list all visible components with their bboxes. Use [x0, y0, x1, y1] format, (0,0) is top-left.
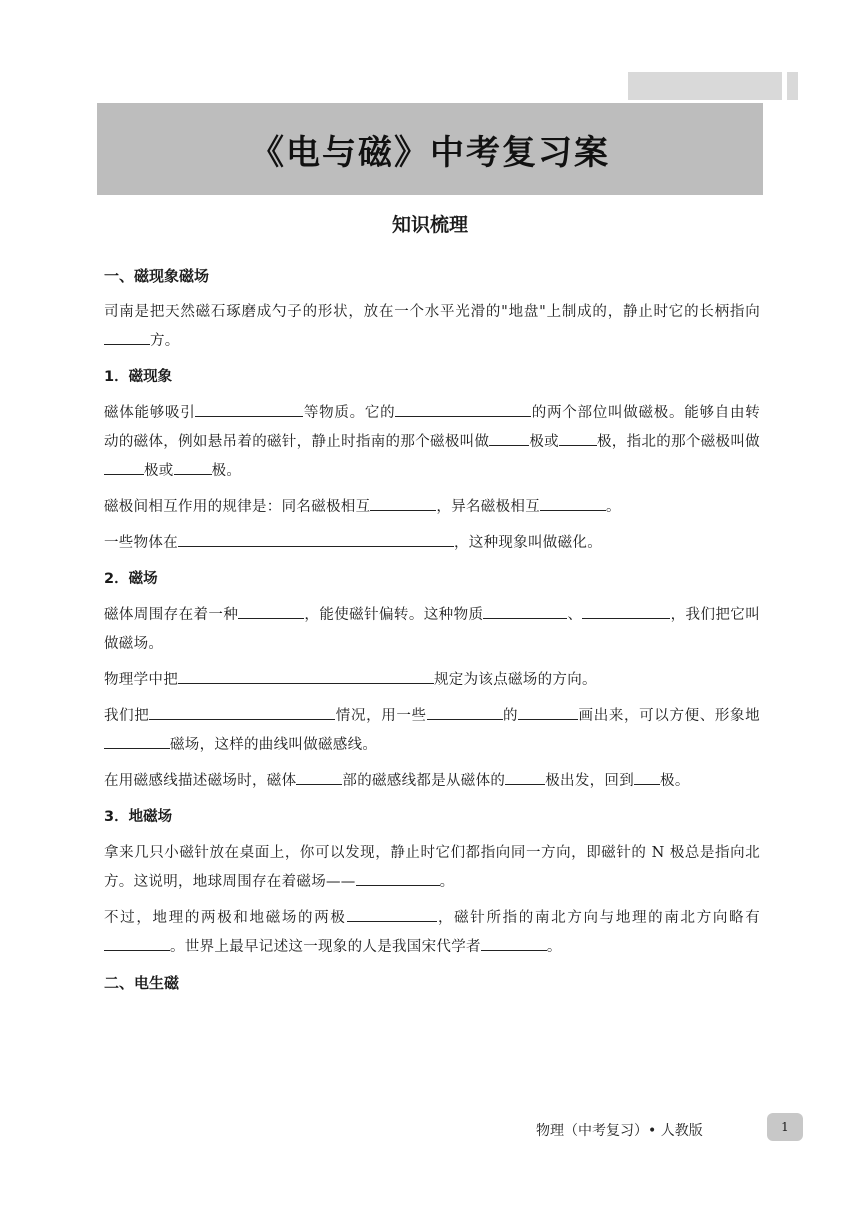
answer-blank[interactable]: [505, 768, 545, 785]
answer-blank[interactable]: [104, 458, 144, 475]
footer-book-title: 物理（中考复习）• 人教版: [536, 1123, 703, 1139]
paragraph-field-lines: 我们把 情况，用一些 的 画出来，可以方便、形象地磁场，这样的曲线叫做磁感线。: [104, 702, 760, 760]
answer-blank[interactable]: [559, 429, 597, 446]
answer-blank[interactable]: [483, 602, 567, 619]
answer-blank[interactable]: [296, 768, 342, 785]
paragraph-field-direction: 物理学中把 规定为该点磁场的方向。: [104, 666, 760, 695]
paragraph-magnetization: 一些物体在 ，这种现象叫做磁化。: [104, 529, 760, 558]
paragraph-field-substance: 磁体周围存在着一种 ，能使磁针偏转。这种物质 、 ，我们把它叫做磁场。: [104, 601, 760, 659]
subsection-title-geomagnetism: 3．地磁场: [104, 809, 173, 825]
answer-blank[interactable]: [582, 602, 670, 619]
answer-blank[interactable]: [427, 703, 503, 720]
page-number: 1: [767, 1113, 803, 1141]
paragraph-pole-interaction: 磁极间相互作用的规律是：同名磁极相互 ，异名磁极相互 。: [104, 493, 760, 522]
answer-blank[interactable]: [104, 732, 170, 749]
answer-blank[interactable]: [347, 905, 437, 922]
answer-blank[interactable]: [178, 530, 454, 547]
paragraph-magnet-poles: 磁体能够吸引 等物质。它的 的两个部位叫做磁极。能够自由转动的磁体，例如悬吊着的磁针，静止时指南的那个磁极叫做 极或 极，指北的那个磁极叫做极或 极。: [104, 399, 760, 486]
title-banner: [97, 103, 763, 195]
answer-blank[interactable]: [481, 934, 547, 951]
answer-blank[interactable]: [356, 869, 440, 886]
paragraph-declination: 不过，地理的两极和地磁场的两极 ，磁针所指的南北方向与地理的南北方向略有。世界上最早记述这一现象的人是我国宋代学者 。: [104, 904, 760, 962]
answer-blank[interactable]: [174, 458, 212, 475]
answer-blank[interactable]: [104, 934, 170, 951]
answer-blank[interactable]: [104, 328, 150, 345]
answer-blank[interactable]: [238, 602, 304, 619]
paragraph-field-line-direction: 在用磁感线描述磁场时，磁体 部的磁感线都是从磁体的 极出发，回到 极。: [104, 767, 760, 796]
answer-blank[interactable]: [540, 494, 606, 511]
answer-blank[interactable]: [395, 400, 531, 417]
document-body: [104, 262, 760, 1005]
answer-blank[interactable]: [195, 400, 303, 417]
header-decor-bar: [628, 72, 782, 100]
section-title-2: 二、电生磁: [104, 974, 180, 992]
answer-blank[interactable]: [149, 703, 335, 720]
header-decor-bar-end: [787, 72, 798, 100]
section-heading: 知识梳理: [391, 214, 468, 236]
answer-blank[interactable]: [178, 667, 434, 684]
answer-blank[interactable]: [634, 768, 660, 785]
paragraph-geomagnetic-field: 拿来几只小磁针放在桌面上，你可以发现，静止时它们都指向同一方向，即磁针的 N 极总是指向北方。这说明，地球周围存在着磁场—— 。: [104, 845, 760, 890]
subsection-title-field: 2．磁场: [104, 571, 158, 587]
paragraph-sinan: 司南是把天然磁石琢磨成勺子的形状，放在一个水平光滑的"地盘"上制成的，静止时它的长柄指向方。: [104, 304, 760, 349]
subsection-title-magnetism: 1．磁现象: [104, 369, 173, 385]
answer-blank[interactable]: [518, 703, 578, 720]
page-title: 《电与磁》中考复习案: [250, 132, 610, 173]
answer-blank[interactable]: [489, 429, 529, 446]
answer-blank[interactable]: [370, 494, 436, 511]
section-title-1: 一、磁现象磁场: [104, 267, 210, 285]
